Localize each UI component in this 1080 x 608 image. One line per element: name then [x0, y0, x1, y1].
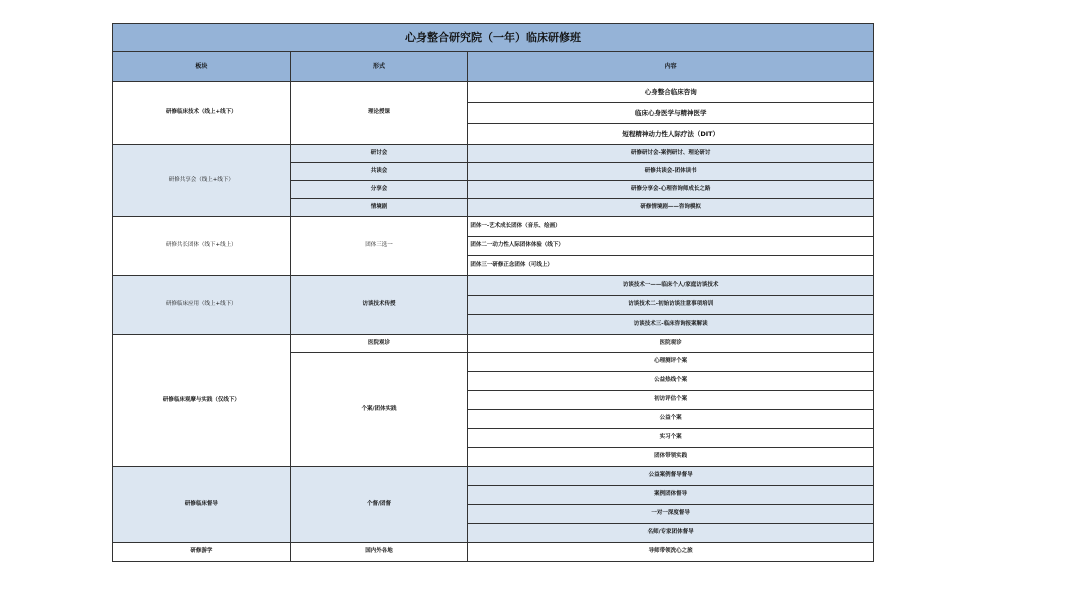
program-table: [112, 23, 874, 562]
board-cell: 研修临床观摩与实践（仅线下）: [113, 335, 291, 467]
content-cell: 初访评估个案: [468, 391, 874, 410]
content-cell: 案例团体督导: [468, 486, 874, 505]
content-cell: 研修分享会-心理咨询师成长之路: [468, 181, 874, 199]
board-cell: 研修共长团体（线下+线上）: [113, 217, 291, 276]
form-cell: 访谈技术传授: [290, 276, 468, 335]
content-cell: 短程精神动力性人际疗法（DIT）: [468, 124, 874, 145]
content-cell: 团体三一研修正念团体（可线上）: [468, 256, 874, 276]
board-cell: 研修共享会（线上+线下）: [113, 145, 291, 217]
content-cell: 实习个案: [468, 429, 874, 448]
content-cell: 心身整合临床咨询: [468, 82, 874, 103]
content-cell: 名师/专家团体督导: [468, 524, 874, 543]
content-cell: 研修研讨会-案例研讨、理论研讨: [468, 145, 874, 163]
schedule-sheet: [112, 23, 874, 564]
content-cell: 团体带领实践: [468, 448, 874, 467]
form-cell: 国内外各地: [290, 543, 468, 562]
form-cell: 个案/团体实践: [290, 353, 468, 467]
form-cell: 医院观诊: [290, 335, 468, 353]
form-cell: 个督/团督: [290, 467, 468, 543]
header-board: 板块: [113, 52, 291, 82]
table-title: 心身整合研究院（一年）临床研修班: [113, 24, 874, 52]
form-cell: 理论授课: [290, 82, 468, 145]
content-cell: 心理测评个案: [468, 353, 874, 372]
content-cell: 公益案例督导督导: [468, 467, 874, 486]
content-cell: 导师带领洗心之旅: [468, 543, 874, 562]
form-cell: 共读会: [290, 163, 468, 181]
header-content: 内容: [468, 52, 874, 82]
form-cell: 团体三选一: [290, 217, 468, 276]
board-cell: 研修临床督导: [113, 467, 291, 543]
content-cell: 临床心身医学与精神医学: [468, 103, 874, 124]
board-cell: 研修游学: [113, 543, 291, 562]
form-cell: 分享会: [290, 181, 468, 199]
board-cell: 研修临床应用（线上+线下）: [113, 276, 291, 335]
content-cell: 访谈技术一——临床个人/家庭访谈技术: [468, 276, 874, 296]
content-cell: 访谈技术二-初始访谈注意事项培训: [468, 296, 874, 315]
content-cell: 团体一-艺术成长团体（音乐、绘画）: [468, 217, 874, 237]
content-cell: 团体二一动力性人际团体体验（线下）: [468, 237, 874, 256]
board-cell: 研修临床技术（线上+线下）: [113, 82, 291, 145]
form-cell: 情境剧: [290, 199, 468, 217]
content-cell: 研修共读会-团体读书: [468, 163, 874, 181]
content-cell: 一对一深度督导: [468, 505, 874, 524]
content-cell: 公益热线个案: [468, 372, 874, 391]
content-cell: 医院观诊: [468, 335, 874, 353]
form-cell: 研讨会: [290, 145, 468, 163]
content-cell: 访谈技术三-临床咨询报案解读: [468, 315, 874, 335]
header-form: 形式: [290, 52, 468, 82]
content-cell: 公益个案: [468, 410, 874, 429]
content-cell: 研修情境剧——咨询模拟: [468, 199, 874, 217]
